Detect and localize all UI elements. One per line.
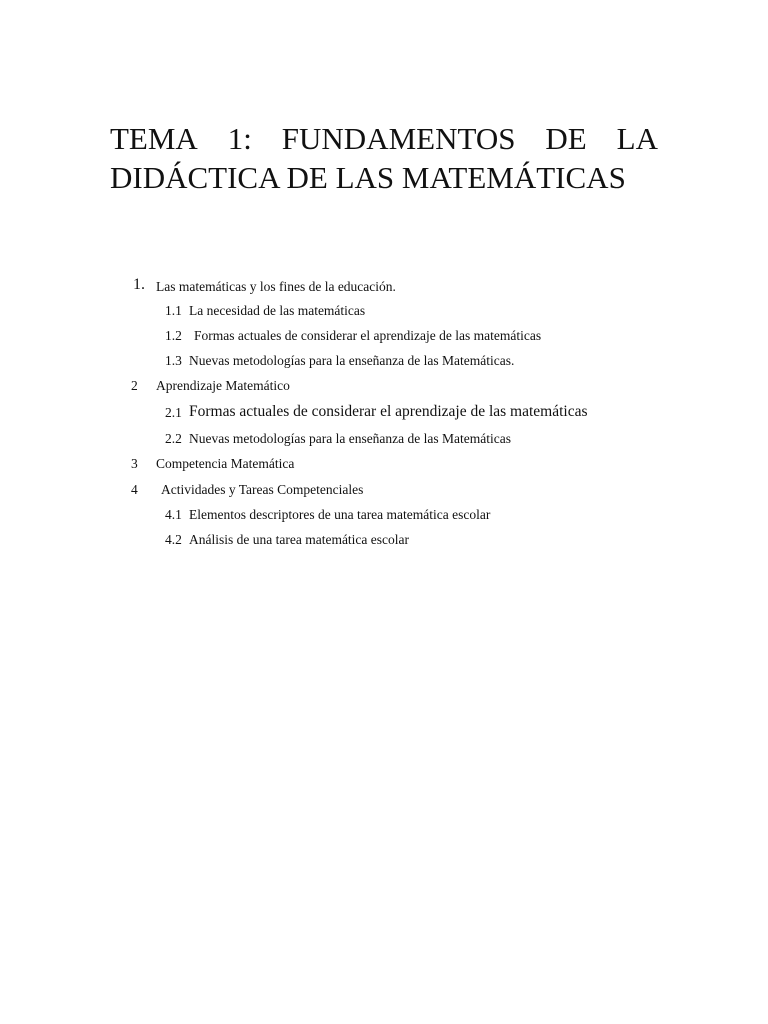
- title-word: 1:: [227, 121, 252, 156]
- toc-item-number: 2: [131, 378, 138, 393]
- toc-item-number: 1.2: [165, 328, 182, 343]
- toc-item-number: 4.1: [165, 507, 182, 522]
- title-line-2: DIDÁCTICA DE LAS MATEMÁTICAS: [110, 160, 626, 195]
- toc-item-text: Formas actuales de considerar el aprendizaje de las matemáticas: [189, 403, 588, 420]
- toc-item-text: Formas actuales de considerar el aprendizaje de las matemáticas: [194, 328, 542, 343]
- title-word: TEMA: [110, 121, 198, 156]
- toc-item-text: Nuevas metodologías para la enseñanza de las Matemáticas: [189, 431, 511, 446]
- toc-item-text: Las matemáticas y los fines de la educación.: [156, 279, 396, 294]
- title-word: DE: [545, 121, 587, 156]
- toc-item-text: Elementos descriptores de una tarea matemática escolar: [189, 507, 491, 522]
- toc-item-text: Aprendizaje Matemático: [156, 378, 290, 393]
- toc-item-number: 1.1: [165, 303, 182, 318]
- toc-item-text: Análisis de una tarea matemática escolar: [189, 532, 410, 547]
- toc-item-number: 2.2: [165, 431, 182, 446]
- toc-item-number: 3: [131, 456, 138, 471]
- toc-item-text: Competencia Matemática: [156, 456, 295, 471]
- toc-item-number: 2.1: [165, 405, 182, 420]
- toc-item-number: 4: [131, 482, 138, 497]
- toc-item-text: La necesidad de las matemáticas: [189, 303, 366, 318]
- toc-item-number: 4.2: [165, 532, 182, 547]
- toc-item-text: Actividades y Tareas Competenciales: [161, 482, 364, 497]
- toc-item-number: 1.: [133, 276, 145, 293]
- title-word: LA: [616, 121, 658, 156]
- title-word: FUNDAMENTOS: [281, 121, 516, 156]
- toc-item-number: 1.3: [165, 353, 182, 368]
- toc-item-text: Nuevas metodologías para la enseñanza de las Matemáticas.: [189, 353, 515, 368]
